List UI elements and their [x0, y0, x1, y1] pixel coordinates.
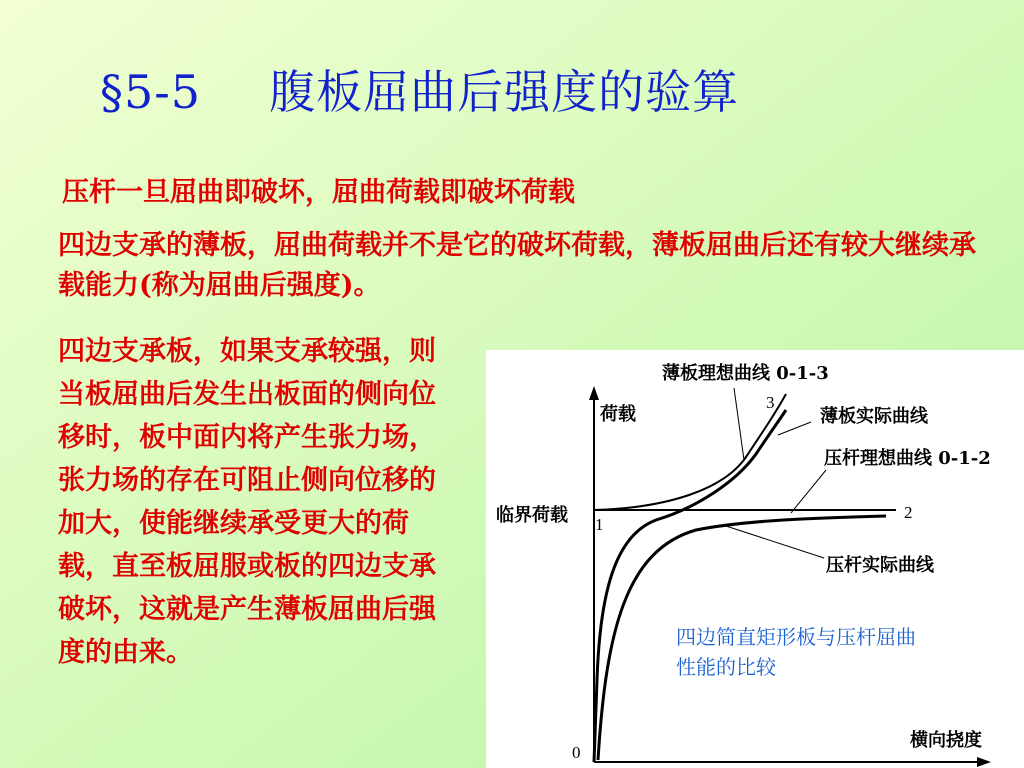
- figure-caption: 四边简直矩形板与压杆屈曲性能的比较: [676, 625, 916, 679]
- strut-ideal-label: 压杆理想曲线 0-1-2: [824, 448, 991, 469]
- buckling-comparison-figure: [486, 350, 1024, 768]
- plate-ideal-label: 薄板理想曲线 0-1-3: [662, 363, 829, 384]
- plate-actual-label: 薄板实际曲线: [820, 406, 928, 427]
- title-text: 腹板屈曲后强度的验算: [269, 65, 740, 119]
- leader-strut-actual: [726, 526, 824, 558]
- leader-plate-ideal: [734, 388, 744, 460]
- slide-title: [100, 56, 739, 122]
- explanation-paragraph: 四边支承板，如果支承较强，则当板屈曲后发生出板面的侧向位移时，板中面内将产生张力场，张力场的存在可阻止侧向位移的加大，使能继续承受更大的荷载，直至板屈服或板的四边支承破坏，这就是产生薄板屈曲后强度的由来。: [58, 336, 436, 668]
- buckling-diagram: [486, 350, 1024, 768]
- strut-statement: 压杆一旦屈曲即破坏，屈曲荷载即破坏荷载: [62, 177, 575, 208]
- point-1-label: 1: [595, 515, 604, 534]
- section-number: §5-5: [100, 65, 202, 119]
- strut-actual-label: 压杆实际曲线: [826, 555, 934, 576]
- x-axis-label: 横向挠度: [910, 730, 982, 751]
- x-axis-arrow: [977, 757, 991, 767]
- leader-plate-actual: [778, 422, 811, 435]
- point-3-label: 3: [766, 393, 775, 412]
- y-axis-label: 荷载: [600, 404, 636, 425]
- point-2-label: 2: [904, 503, 913, 522]
- critical-load-label: 临界荷载: [496, 505, 568, 526]
- origin-label: 0: [572, 743, 581, 762]
- plate-actual-curve: [594, 410, 786, 762]
- y-axis-arrow: [589, 386, 599, 400]
- leader-strut-ideal: [791, 470, 826, 513]
- plate-statement: 四边支承的薄板，屈曲荷载并不是它的破坏荷载，薄板屈曲后还有较大继续承载能力(称为屈曲后强度)。: [58, 230, 976, 301]
